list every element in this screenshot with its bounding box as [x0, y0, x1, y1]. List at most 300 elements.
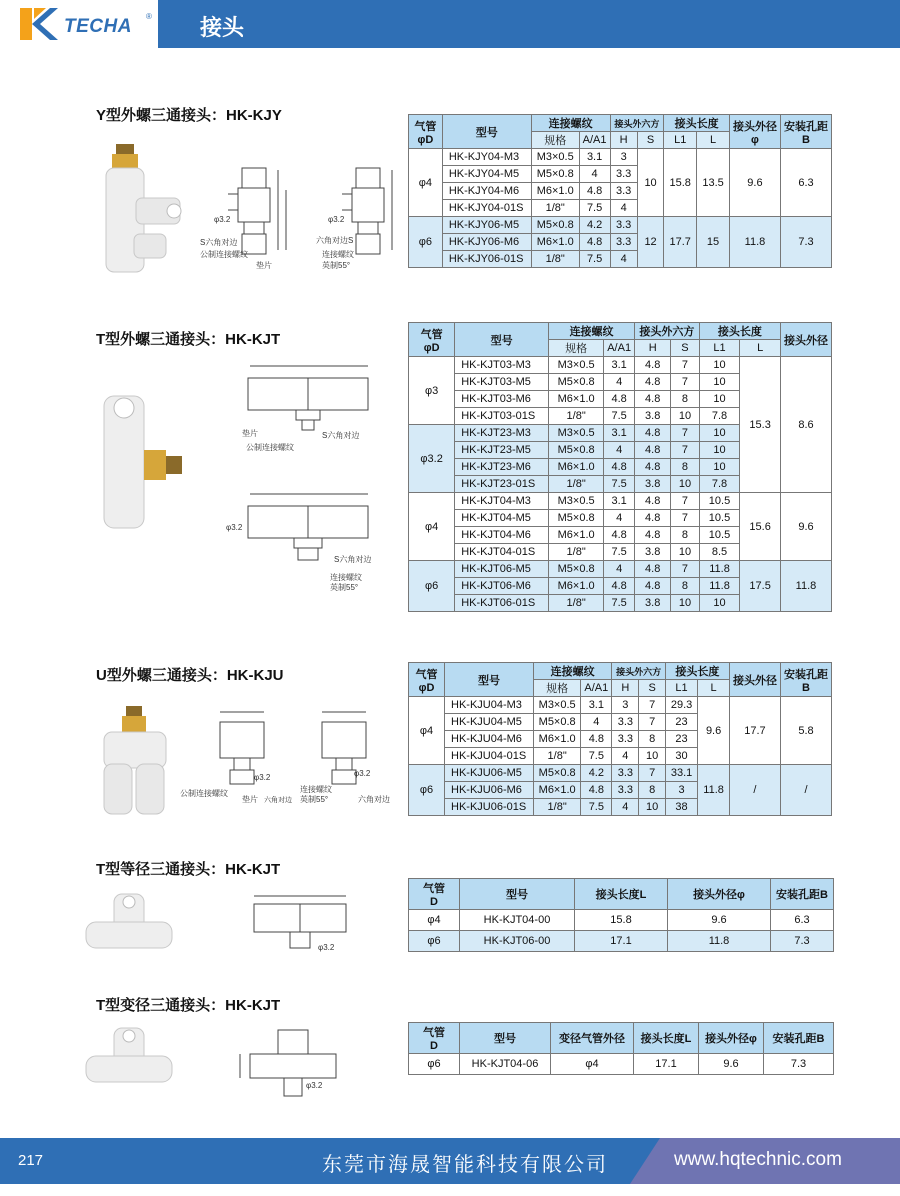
- kju-label-thread: 连接螺纹: [300, 785, 332, 794]
- kjt-m0-od: 8.6: [780, 357, 831, 493]
- kju-h-tube: 气管: [415, 668, 438, 681]
- kju-g0-r2-model: HK-KJU04-M6: [445, 731, 534, 748]
- kjt-g0-r2-s: 8: [671, 391, 699, 408]
- kjt-g0-d: φ3: [409, 357, 455, 425]
- kjy-g1-r2-a: 7.5: [579, 251, 610, 268]
- kjte-r1-l: 17.1: [575, 931, 668, 952]
- kjt-g1-r1-h: 4.8: [635, 442, 671, 459]
- kju-g1-b: /: [780, 765, 831, 816]
- kjy-g0-r2-spec: M6×1.0: [531, 183, 579, 200]
- kjt-g0-r0-h: 4.8: [635, 357, 671, 374]
- kjy-photo: [96, 140, 186, 276]
- kjte-h-d: D: [430, 896, 438, 908]
- kju-g0-od: 17.7: [729, 697, 780, 765]
- kjt-g3-r0-l1: 11.8: [699, 561, 740, 578]
- kju-g1-r0-s: 7: [639, 765, 665, 782]
- kjte-r1-model: HK-KJT06-00: [460, 931, 575, 952]
- kjt-g2-r0-model: HK-KJT04-M3: [455, 493, 549, 510]
- kjy-g1-l: 15: [697, 217, 730, 268]
- kjt-g0-r1-s: 7: [671, 374, 699, 391]
- kjt-g2-r0-s: 7: [671, 493, 699, 510]
- kjt-h-tube: 气管: [420, 328, 443, 341]
- kjy-sub-l1: L1: [664, 132, 697, 149]
- table-row: [409, 910, 834, 931]
- kjt-g2-r1-spec: M5×0.8: [549, 510, 604, 527]
- kjy-g1-r2-h: 4: [610, 251, 637, 268]
- kjt-g1-r1-s: 7: [671, 442, 699, 459]
- kjt-m2-l: 17.5: [740, 561, 781, 612]
- kjt-drawing-inch: [222, 490, 398, 594]
- kju-h-thread: 连接螺纹: [533, 663, 611, 680]
- kjte-h-tube-text: 气管: [423, 883, 445, 895]
- kjt-g0-r1-model: HK-KJT03-M5: [455, 374, 549, 391]
- kjt-g2-r1-s: 7: [671, 510, 699, 527]
- kjt-g3-r2-spec: 1/8": [549, 595, 604, 612]
- kjt-g0-r2-h: 4.8: [635, 391, 671, 408]
- logo: [0, 0, 158, 48]
- kjt-m1-od: 9.6: [780, 493, 831, 561]
- kjt-g3-r0-a: 4: [604, 561, 635, 578]
- kjy-g0-l1: 15.8: [664, 149, 697, 217]
- kjy-h-tube: 气管: [414, 120, 437, 133]
- kjt-g1-d: φ3.2: [409, 425, 455, 493]
- section-title-kju: U型外螺三通接头：HK-KJU: [96, 667, 284, 684]
- kju-label-gasket: 垫片: [242, 795, 258, 804]
- kjt-sub-l: L: [740, 340, 781, 357]
- kju-g0-r1-a: 4: [581, 714, 612, 731]
- kjte-h-length: 接头长度L: [575, 879, 668, 910]
- kjt-g2-r1-h: 4.8: [635, 510, 671, 527]
- kjt-g2-d: φ4: [409, 493, 455, 561]
- kjt-label-hex-side-2: S六角对边: [334, 555, 372, 564]
- kju-g0-r0-model: HK-KJU04-M3: [445, 697, 534, 714]
- kjt-g1-r3-h: 3.8: [635, 476, 671, 493]
- kjt-g3-r2-l1: 10: [699, 595, 740, 612]
- page-number: 217: [18, 1152, 44, 1169]
- kju-g0-r1-s: 7: [639, 714, 665, 731]
- kjt-reducing-photo: [84, 1024, 174, 1094]
- kju-g0-r2-h: 3.3: [612, 731, 639, 748]
- kjy-h-b-letter: B: [802, 133, 810, 146]
- kju-g1-r1-h: 3.3: [612, 782, 639, 799]
- kjy-g1-s: 12: [637, 217, 664, 268]
- kjy-h-od-phi: φ: [751, 133, 759, 146]
- kjy-g1-r0-model: HK-KJY06-M5: [442, 217, 531, 234]
- kjt-g0-r3-l1: 7.8: [699, 408, 740, 425]
- kjt-g1-r3-s: 10: [671, 476, 699, 493]
- kju-g0-r0-l1: 29.3: [665, 697, 697, 714]
- kjt-g2-r2-l1: 10.5: [699, 527, 740, 544]
- kjt-spec-table: [408, 322, 832, 612]
- kju-g0-r0-a: 3.1: [581, 697, 612, 714]
- kjt-g0-r0-s: 7: [671, 357, 699, 374]
- kju-sub-a: A/A1: [581, 680, 612, 697]
- kju-g1-od: /: [729, 765, 780, 816]
- kjy-label-metric-thread: 公制连接螺纹: [200, 250, 248, 259]
- kju-label-hex: 六角对边: [264, 797, 292, 804]
- kjt-g2-r3-a: 7.5: [604, 544, 635, 561]
- table-row: [409, 493, 832, 510]
- kjt-g1-r0-l1: 10: [699, 425, 740, 442]
- kju-sub-l: L: [698, 680, 730, 697]
- kjt-g2-r0-l1: 10.5: [699, 493, 740, 510]
- kjt-m1-l: 15.6: [740, 493, 781, 561]
- kjt-reducing-drawing: [232, 1026, 362, 1112]
- kjy-g1-r0-a: 4.2: [579, 217, 610, 234]
- table-row: [409, 765, 832, 782]
- kju-h-od: 接头外径: [729, 663, 780, 697]
- kjt-g0-r3-model: HK-KJT03-01S: [455, 408, 549, 425]
- kjy-phi-label-1: φ3.2: [214, 215, 231, 224]
- kjt-g1-r0-s: 7: [671, 425, 699, 442]
- kjy-g1-r1-h: 3.3: [610, 234, 637, 251]
- kju-label-metric-thread: 公制连接螺纹: [180, 789, 228, 798]
- kjt-g0-r0-l1: 10: [699, 357, 740, 374]
- kjt-g1-r0-spec: M3×0.5: [549, 425, 604, 442]
- kjy-drawing-inch: [312, 150, 408, 275]
- kju-g1-r1-s: 8: [639, 782, 665, 799]
- kjy-drawing-metric: [198, 150, 294, 275]
- kjy-g0-r3-spec: 1/8": [531, 200, 579, 217]
- kjt-g1-r2-model: HK-KJT23-M6: [455, 459, 549, 476]
- kjy-g0-r0-model: HK-KJY04-M3: [442, 149, 531, 166]
- page-title: 接头: [200, 15, 245, 40]
- table-row: [409, 1054, 834, 1075]
- kjt-reducing-table: [408, 1022, 834, 1075]
- kjt-label-gasket: 垫片: [242, 429, 258, 438]
- kjte-h-od: 接头外径φ: [668, 879, 771, 910]
- kjt-g3-r2-s: 10: [671, 595, 699, 612]
- kjt-g2-r2-model: HK-KJT04-M6: [455, 527, 549, 544]
- kju-sub-h: H: [612, 680, 639, 697]
- kju-g0-r3-a: 7.5: [581, 748, 612, 765]
- kjt-g0-r1-a: 4: [604, 374, 635, 391]
- kjt-label-thread: 连接螺纹: [330, 573, 362, 582]
- kju-spec-table: [408, 662, 832, 816]
- kjtr-r0-reduce: φ4: [551, 1054, 634, 1075]
- kju-g0-r0-s: 7: [639, 697, 665, 714]
- kju-g1-r1-spec: M6×1.0: [533, 782, 581, 799]
- kjy-phi-label-2: φ3.2: [328, 215, 345, 224]
- kjt-g0-r1-l1: 10: [699, 374, 740, 391]
- kjy-g0-b: 6.3: [780, 149, 831, 217]
- kjt-sub-s: S: [671, 340, 699, 357]
- kju-h-length: 接头长度: [665, 663, 729, 680]
- kjt-col-d: [409, 323, 455, 357]
- kjt-label-metric-thread: 公制连接螺纹: [246, 443, 294, 452]
- kjy-g0-r1-a: 4: [579, 166, 610, 183]
- kju-g1-r1-model: HK-KJU06-M6: [445, 782, 534, 799]
- kju-g0-b: 5.8: [780, 697, 831, 765]
- kjy-g1-od: 11.8: [729, 217, 780, 268]
- kju-phi-label-1: φ3.2: [254, 773, 271, 782]
- kju-g0-r3-spec: 1/8": [533, 748, 581, 765]
- kjt-phi-label: φ3.2: [226, 523, 243, 532]
- kjt-sub-l1: L1: [699, 340, 740, 357]
- kjy-g1-l1: 17.7: [664, 217, 697, 268]
- kjtr-r0-model: HK-KJT04-06: [460, 1054, 551, 1075]
- kjtr-h-length: 接头长度L: [634, 1023, 699, 1054]
- kju-label-hex-2: 六角对边: [358, 795, 390, 804]
- kjtr-h-model: 型号: [460, 1023, 551, 1054]
- kjte-r0-model: HK-KJT04-00: [460, 910, 575, 931]
- section-title-kjy: Y型外螺三通接头：HK-KJY: [96, 107, 282, 124]
- kjt-g0-r2-l1: 10: [699, 391, 740, 408]
- kjt-g1-r2-s: 8: [671, 459, 699, 476]
- kjt-g0-r3-spec: 1/8": [549, 408, 604, 425]
- kjt-g0-r0-model: HK-KJT03-M3: [455, 357, 549, 374]
- kjy-sub-spec: 规格: [531, 132, 579, 149]
- logo-text: TECHA: [64, 16, 132, 37]
- kjy-g1-r0-spec: M5×0.8: [531, 217, 579, 234]
- kjy-g0-r1-spec: M5×0.8: [531, 166, 579, 183]
- kju-photo: [98, 704, 180, 818]
- kjt-sub-spec: 规格: [549, 340, 604, 357]
- kjy-label-gasket: 垫片: [256, 261, 272, 270]
- kjy-g1-d: φ6: [409, 217, 443, 268]
- kjt-g3-d: φ6: [409, 561, 455, 612]
- kjtr-r0-od: 9.6: [699, 1054, 764, 1075]
- kju-sub-spec: 规格: [533, 680, 581, 697]
- kjy-g0-d: φ4: [409, 149, 443, 217]
- kju-g1-r2-a: 7.5: [581, 799, 612, 816]
- kjy-g1-r0-h: 3.3: [610, 217, 637, 234]
- kjt-g3-r1-s: 8: [671, 578, 699, 595]
- kju-g0-r2-l1: 23: [665, 731, 697, 748]
- kjt-g2-r0-a: 3.1: [604, 493, 635, 510]
- kjy-g1-b: 7.3: [780, 217, 831, 268]
- kjt-g2-r3-l1: 8.5: [699, 544, 740, 561]
- kjt-g1-r1-l1: 10: [699, 442, 740, 459]
- kjt-g2-r2-a: 4.8: [604, 527, 635, 544]
- kjt-g0-r1-h: 4.8: [635, 374, 671, 391]
- kjt-g0-r0-a: 3.1: [604, 357, 635, 374]
- kju-g0-r3-s: 10: [639, 748, 665, 765]
- kju-g1-r2-spec: 1/8": [533, 799, 581, 816]
- kjt-photo: [100, 392, 192, 532]
- kjt-g0-r2-spec: M6×1.0: [549, 391, 604, 408]
- kjte-r0-l: 15.8: [575, 910, 668, 931]
- kjy-h-thread: 连接螺纹: [531, 115, 610, 132]
- kju-g0-r0-h: 3: [612, 697, 639, 714]
- kjt-g3-r2-h: 3.8: [635, 595, 671, 612]
- kju-g0-r1-l1: 23: [665, 714, 697, 731]
- kjy-g0-r2-model: HK-KJY04-M6: [442, 183, 531, 200]
- kjt-g0-r3-s: 10: [671, 408, 699, 425]
- kju-h-model: 型号: [445, 663, 534, 697]
- kju-g1-r2-h: 4: [612, 799, 639, 816]
- kjt-g0-r3-a: 7.5: [604, 408, 635, 425]
- kjt-equal-drawing: [222, 892, 372, 962]
- kjt-g3-r2-a: 7.5: [604, 595, 635, 612]
- kjy-g1-r1-a: 4.8: [579, 234, 610, 251]
- section-title-kjt-reducing: T型变径三通接头：HK-KJT: [96, 997, 281, 1014]
- logo-k-icon: [18, 4, 58, 44]
- kjtr-h-reduce: 变径气管外径: [551, 1023, 634, 1054]
- kjt-g3-r1-l1: 11.8: [699, 578, 740, 595]
- kjt-g1-r3-l1: 7.8: [699, 476, 740, 493]
- kjtr-r0-d: φ6: [409, 1054, 460, 1075]
- table-row: [409, 217, 832, 234]
- kju-drawing-inch: [296, 706, 396, 810]
- kjy-g0-s: 10: [637, 149, 664, 217]
- kju-g1-r1-l1: 3: [665, 782, 697, 799]
- kjt-h-model: 型号: [455, 323, 549, 357]
- kjt-label-inch: 英制55°: [330, 583, 359, 592]
- kjt-g3-r0-s: 7: [671, 561, 699, 578]
- kjte-h-model: 型号: [460, 879, 575, 910]
- kju-g1-l: 11.8: [698, 765, 730, 816]
- kjte-h-tube: [409, 879, 460, 910]
- kjt-drawing-metric: [222, 356, 398, 456]
- kjtr-h-d: D: [430, 1040, 438, 1052]
- kjt-h-phid: φD: [423, 341, 440, 354]
- kju-h-b-text: 安装孔距: [783, 668, 828, 681]
- kjy-label-hex-side: S六角对边: [200, 238, 238, 247]
- table-row: [409, 931, 834, 952]
- kjy-h-phid: φD: [417, 133, 434, 146]
- kju-g0-l: 9.6: [698, 697, 730, 765]
- table-row: [409, 697, 832, 714]
- kjt-g0-r2-a: 4.8: [604, 391, 635, 408]
- kjte-r1-d: φ6: [409, 931, 460, 952]
- kju-g0-r3-l1: 30: [665, 748, 697, 765]
- kjt-g3-r0-model: HK-KJT06-M5: [455, 561, 549, 578]
- kjy-col-d: [409, 115, 443, 149]
- kjy-g0-od: 9.6: [729, 149, 780, 217]
- kjy-g0-r1-h: 3.3: [610, 166, 637, 183]
- kju-h-b: [780, 663, 831, 697]
- kju-g1-r0-h: 3.3: [612, 765, 639, 782]
- kjt-g2-r1-l1: 10.5: [699, 510, 740, 527]
- kjt-sub-a: A/A1: [604, 340, 635, 357]
- kjy-label-thread: 连接螺纹: [322, 250, 354, 259]
- kju-g0-r3-h: 4: [612, 748, 639, 765]
- kjt-sub-h: H: [635, 340, 671, 357]
- kjt-m2-od: 11.8: [780, 561, 831, 612]
- kjt-equal-table: [408, 878, 834, 952]
- kjt-equal-phi-label: φ3.2: [318, 943, 335, 952]
- kjy-label-inch: 英制55°: [322, 261, 351, 270]
- kjt-reducing-phi-label: φ3.2: [306, 1081, 323, 1090]
- kju-g1-r0-l1: 33.1: [665, 765, 697, 782]
- kjt-g1-r2-l1: 10: [699, 459, 740, 476]
- kjtr-h-b: 安装孔距B: [764, 1023, 834, 1054]
- kjy-spec-table: [408, 114, 832, 268]
- kjt-g2-r2-h: 4.8: [635, 527, 671, 544]
- kjy-g1-r1-spec: M6×1.0: [531, 234, 579, 251]
- kju-g0-r1-h: 3.3: [612, 714, 639, 731]
- company-name: 东莞市海晟智能科技有限公司: [322, 1154, 608, 1176]
- kju-sub-l1: L1: [665, 680, 697, 697]
- kjt-g2-r2-s: 8: [671, 527, 699, 544]
- kjt-g3-r1-a: 4.8: [604, 578, 635, 595]
- kju-g1-r1-a: 4.8: [581, 782, 612, 799]
- kjt-g3-r2-model: HK-KJT06-01S: [455, 595, 549, 612]
- kju-g0-r2-a: 4.8: [581, 731, 612, 748]
- kjt-g1-r1-spec: M5×0.8: [549, 442, 604, 459]
- kju-g1-r0-a: 4.2: [581, 765, 612, 782]
- kjy-g0-r0-spec: M3×0.5: [531, 149, 579, 166]
- kju-g0-r2-spec: M6×1.0: [533, 731, 581, 748]
- kjt-label-hex-side: S六角对边: [322, 431, 360, 440]
- kjy-g0-r1-model: HK-KJY04-M5: [442, 166, 531, 183]
- kjy-g0-r3-model: HK-KJY04-01S: [442, 200, 531, 217]
- kjy-g1-r2-model: HK-KJY06-01S: [442, 251, 531, 268]
- kju-h-b-letter: B: [802, 681, 810, 694]
- kjy-g0-l: 13.5: [697, 149, 730, 217]
- kjt-g2-r3-spec: 1/8": [549, 544, 604, 561]
- kju-drawing-metric: [180, 706, 292, 810]
- kjt-g0-r3-h: 3.8: [635, 408, 671, 425]
- website-link[interactable]: www.hqtechnic.com: [674, 1149, 842, 1170]
- kjy-g0-r2-a: 4.8: [579, 183, 610, 200]
- kjy-sub-h: H: [610, 132, 637, 149]
- kjy-sub-a: A/A1: [579, 132, 610, 149]
- table-row: [409, 357, 832, 374]
- kju-g0-d: φ4: [409, 697, 445, 765]
- kjy-sub-l: L: [697, 132, 730, 149]
- kjy-g1-r2-spec: 1/8": [531, 251, 579, 268]
- kjy-h-od: [729, 115, 780, 149]
- kju-h-phid: φD: [418, 681, 435, 694]
- table-row: [409, 561, 832, 578]
- table-row: [409, 149, 832, 166]
- kjt-g1-r0-a: 3.1: [604, 425, 635, 442]
- kjy-g0-r3-a: 7.5: [579, 200, 610, 217]
- kjt-g1-r1-model: HK-KJT23-M5: [455, 442, 549, 459]
- kjt-g3-r0-h: 4.8: [635, 561, 671, 578]
- kju-g0-r0-spec: M3×0.5: [533, 697, 581, 714]
- kjt-g1-r2-h: 4.8: [635, 459, 671, 476]
- kjt-g0-r2-model: HK-KJT03-M6: [455, 391, 549, 408]
- kju-g1-r0-model: HK-KJU06-M5: [445, 765, 534, 782]
- kjy-h-model: 型号: [442, 115, 531, 149]
- kjte-r0-b: 6.3: [771, 910, 834, 931]
- kju-g1-r0-spec: M5×0.8: [533, 765, 581, 782]
- kjy-g1-r1-model: HK-KJY06-M6: [442, 234, 531, 251]
- logo-registered-mark: ®: [146, 12, 152, 21]
- kjt-h-thread: 连接螺纹: [549, 323, 635, 340]
- kju-phi-label-2: φ3.2: [354, 769, 371, 778]
- kjtr-h-tube-text: 气管: [423, 1027, 445, 1039]
- kjy-label-hex-side-2: 六角对边S: [316, 236, 354, 245]
- kju-col-d: [409, 663, 445, 697]
- kju-g1-r2-s: 10: [639, 799, 665, 816]
- kjt-g0-r0-spec: M3×0.5: [549, 357, 604, 374]
- kjt-g1-r3-spec: 1/8": [549, 476, 604, 493]
- kjt-g1-r0-h: 4.8: [635, 425, 671, 442]
- kjy-g0-r0-h: 3: [610, 149, 637, 166]
- kjt-g3-r1-model: HK-KJT06-M6: [455, 578, 549, 595]
- kjt-g1-r3-a: 7.5: [604, 476, 635, 493]
- kju-g0-r1-spec: M5×0.8: [533, 714, 581, 731]
- kju-g1-r2-model: HK-KJU06-01S: [445, 799, 534, 816]
- kjy-sub-s: S: [637, 132, 664, 149]
- kjt-g2-r3-s: 10: [671, 544, 699, 561]
- kjt-g2-r1-a: 4: [604, 510, 635, 527]
- kjt-g3-r0-spec: M5×0.8: [549, 561, 604, 578]
- kjt-h-length: 接头长度: [699, 323, 780, 340]
- kjtr-h-od: 接头外径φ: [699, 1023, 764, 1054]
- kjy-h-b: [780, 115, 831, 149]
- kjte-r1-b: 7.3: [771, 931, 834, 952]
- kju-sub-s: S: [639, 680, 665, 697]
- kjte-r0-d: φ4: [409, 910, 460, 931]
- kjte-r0-od: 9.6: [668, 910, 771, 931]
- kjy-g0-r3-h: 4: [610, 200, 637, 217]
- kjy-g0-r0-a: 3.1: [579, 149, 610, 166]
